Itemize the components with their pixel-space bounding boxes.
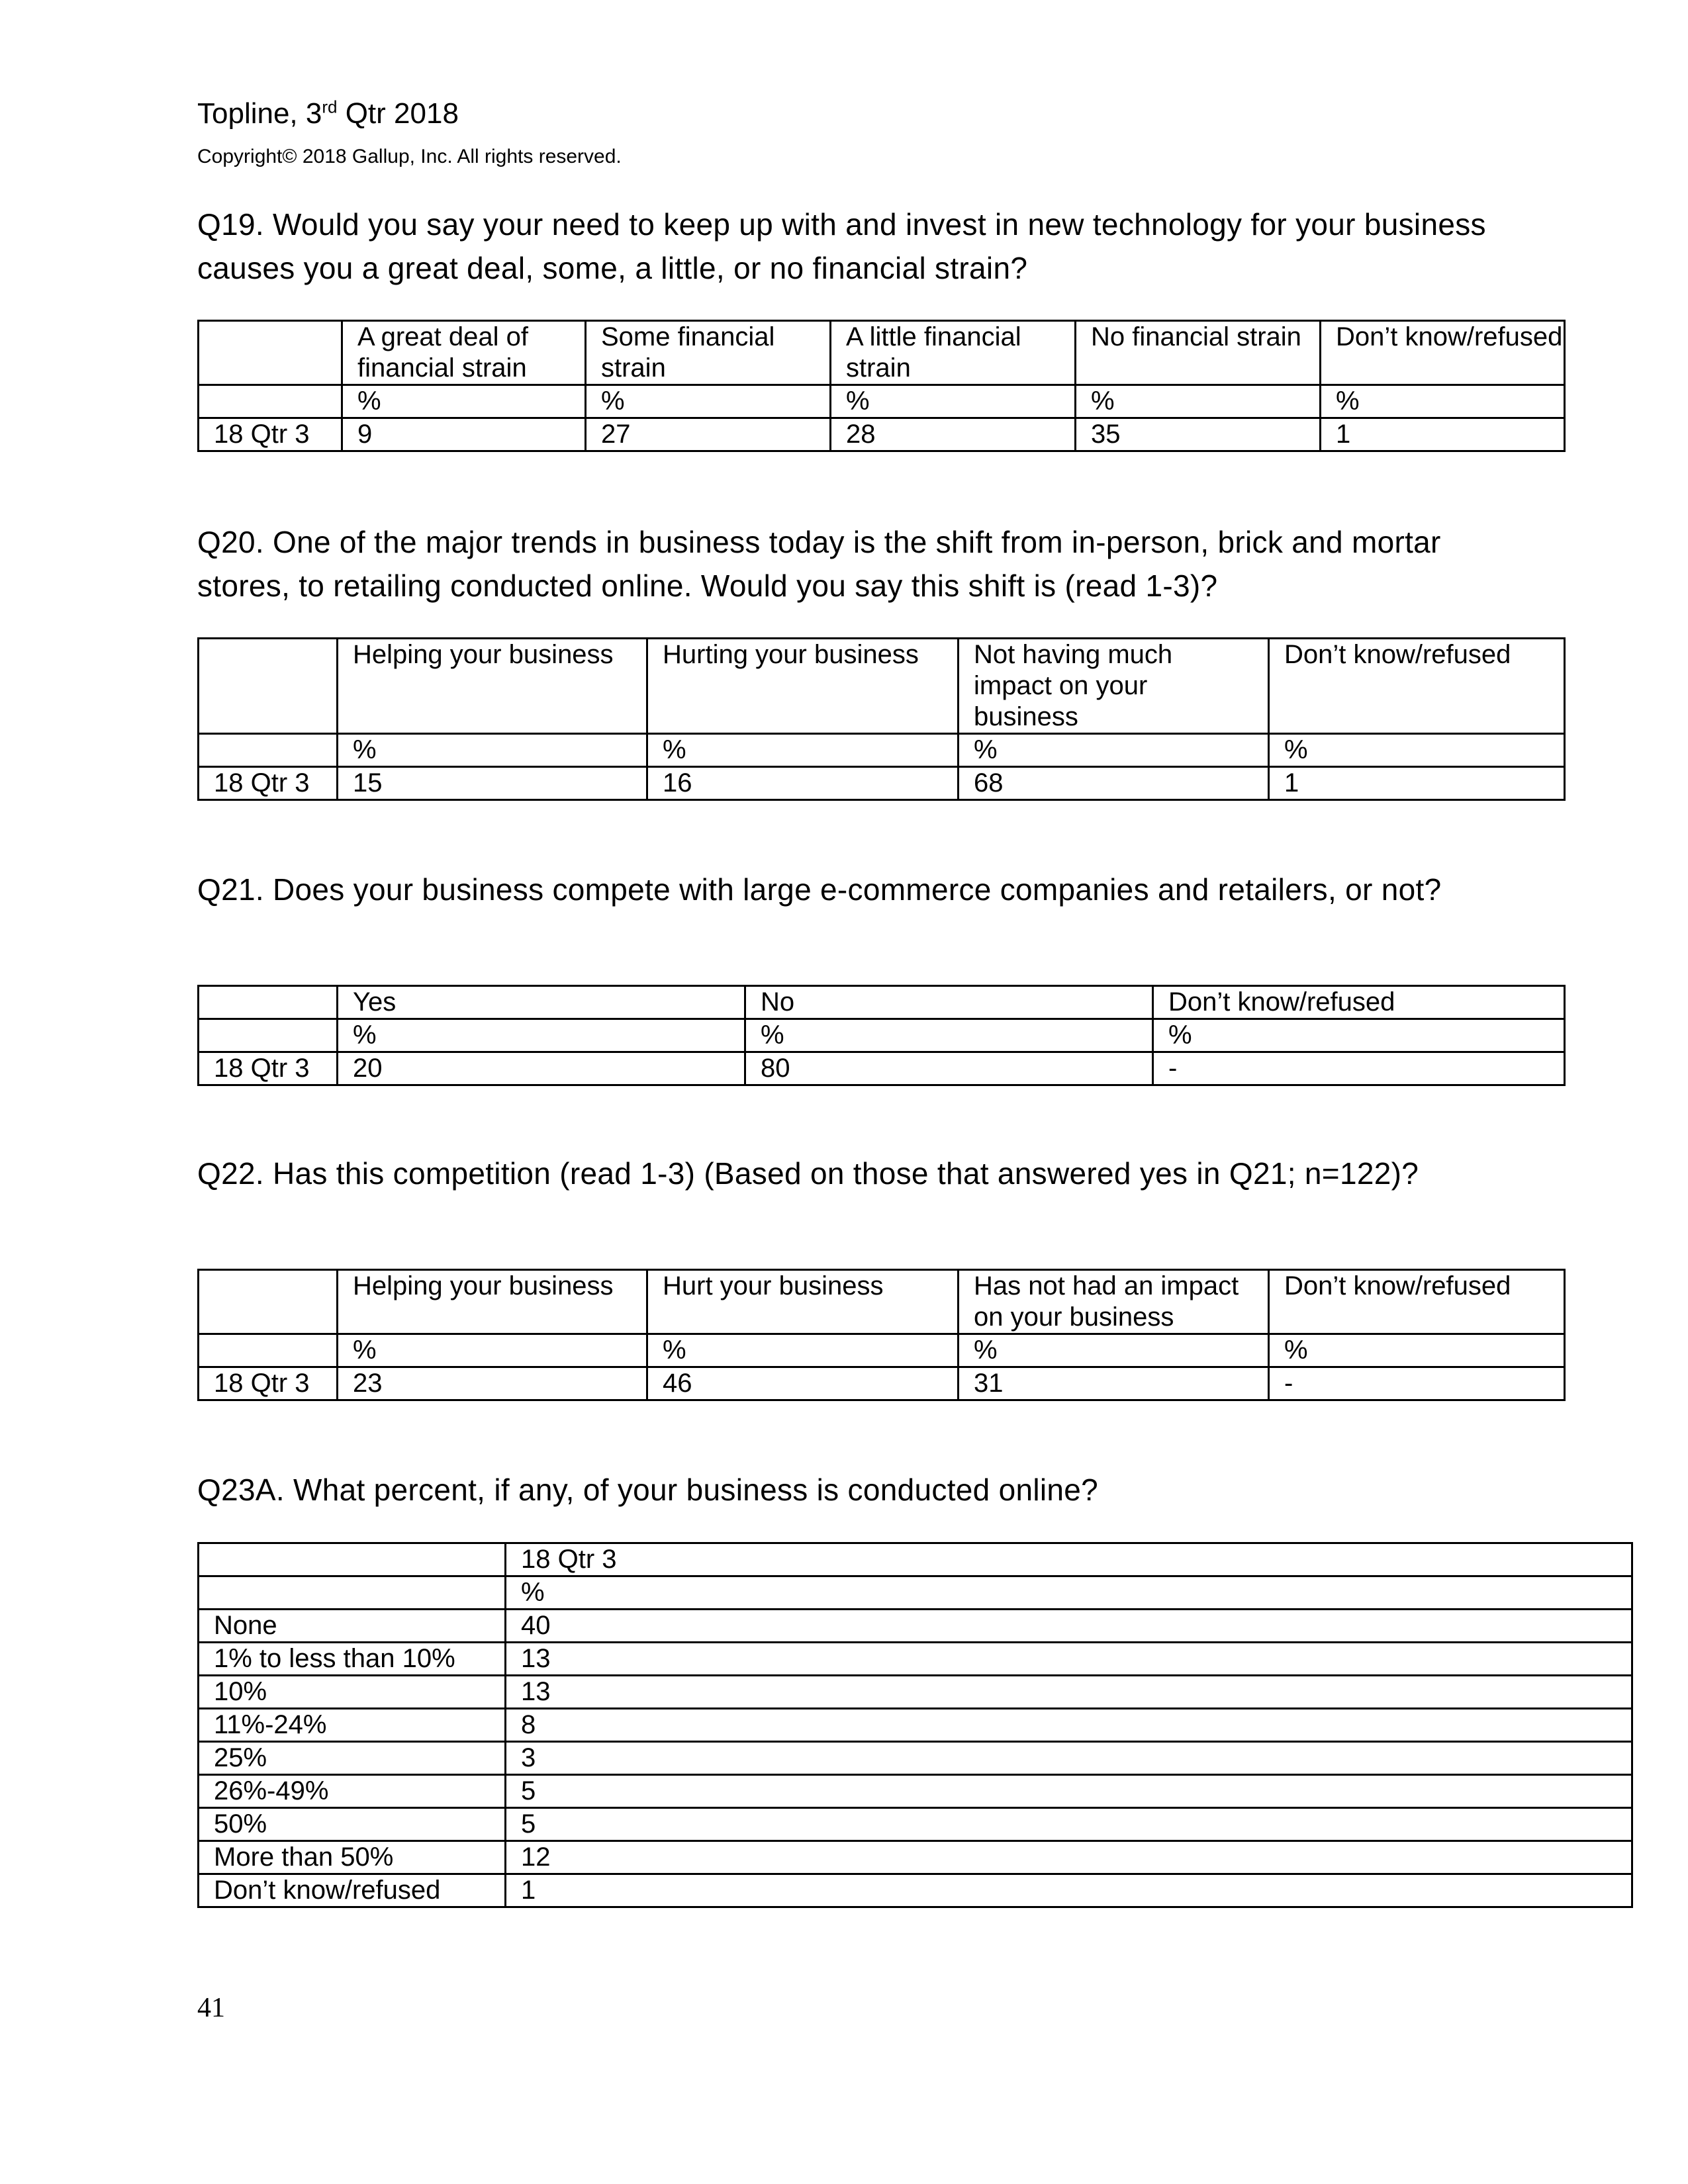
title-superscript: rd: [322, 97, 338, 117]
q19-question: Q19. Would you say your need to keep up with and invest in new technology for your business causes you a great deal, some, a little, or no financial strain?: [197, 207, 1486, 285]
table-cell: 5: [506, 1808, 1632, 1841]
table-row: [199, 767, 1565, 800]
table-header-cell: No financial strain: [1076, 321, 1321, 385]
table-cell: %: [959, 1334, 1269, 1367]
table-corner-cell: [199, 1270, 338, 1334]
table-header-cell: Hurting your business: [647, 639, 959, 734]
table-row: [199, 1643, 1632, 1676]
table-corner-cell: [199, 639, 338, 734]
table-cell: 1: [1269, 767, 1565, 800]
table-cell: 35: [1076, 418, 1321, 451]
table-cell: %: [647, 734, 959, 767]
table-cell: %: [1076, 385, 1321, 418]
table-cell: 27: [586, 418, 831, 451]
table-cell: %: [338, 1019, 745, 1052]
page-number: 41: [197, 1993, 225, 2023]
table-header-cell: Don’t know/refused: [1321, 321, 1565, 385]
table-header-cell: Has not had an impact on your business: [959, 1270, 1269, 1334]
table-cell: %: [831, 385, 1076, 418]
table-cell: 3: [506, 1742, 1632, 1775]
q22-table: [197, 1269, 1566, 1401]
table-header-row: [199, 1543, 1632, 1576]
table-header-cell: 18 Qtr 3: [506, 1543, 1632, 1576]
table-cell: 13: [506, 1676, 1632, 1709]
table-unit-row: [199, 1334, 1565, 1367]
table-cell: %: [586, 385, 831, 418]
table-row-label: 10%: [199, 1676, 506, 1709]
table-row-label: 18 Qtr 3: [199, 1367, 338, 1400]
table-row: [199, 1676, 1632, 1709]
table-cell: %: [338, 734, 647, 767]
table-cell: -: [1269, 1367, 1565, 1400]
table-cell: 23: [338, 1367, 647, 1400]
table-cell: [199, 385, 342, 418]
q23a-table: [197, 1542, 1633, 1908]
table-cell: [199, 1576, 506, 1610]
title-prefix: Topline, 3: [197, 97, 322, 130]
table-cell: 68: [959, 767, 1269, 800]
table-header-cell: Some financial strain: [586, 321, 831, 385]
table-cell: %: [1321, 385, 1565, 418]
table-unit-row: [199, 385, 1565, 418]
table-row: [199, 1841, 1632, 1874]
table-corner-cell: [199, 986, 338, 1019]
table-header-cell: No: [745, 986, 1153, 1019]
table-row: [199, 1709, 1632, 1742]
table-header-cell: Yes: [338, 986, 745, 1019]
table-row: [199, 1808, 1632, 1841]
table-row: [199, 1052, 1565, 1085]
table-cell: %: [1269, 734, 1565, 767]
table-cell: 9: [342, 418, 586, 451]
title-suffix: Qtr 2018: [337, 97, 459, 130]
table-row-label: 25%: [199, 1742, 506, 1775]
table-cell: 13: [506, 1643, 1632, 1676]
table-row-label: 18 Qtr 3: [199, 418, 342, 451]
q22-question: Q22. Has this competition (read 1-3) (Based on those that answered yes in Q21; n=122)?: [197, 1156, 1419, 1191]
table-cell: %: [959, 734, 1269, 767]
table-row-label: Don’t know/refused: [199, 1874, 506, 1907]
table-corner-cell: [199, 321, 342, 385]
table-row: [199, 1367, 1565, 1400]
q19-table: [197, 320, 1566, 452]
table-cell: -: [1153, 1052, 1565, 1085]
table-cell: 20: [338, 1052, 745, 1085]
table-header-row: [199, 321, 1565, 385]
table-header-row: [199, 639, 1565, 734]
table-cell: 15: [338, 767, 647, 800]
table-cell: 1: [506, 1874, 1632, 1907]
table-row: [199, 1742, 1632, 1775]
table-unit-row: [199, 734, 1565, 767]
table-row: [199, 1610, 1632, 1643]
table-cell: 12: [506, 1841, 1632, 1874]
table-header-cell: Don’t know/refused: [1269, 639, 1565, 734]
table-header-row: [199, 1270, 1565, 1334]
q23a-question: Q23A. What percent, if any, of your business is conducted online?: [197, 1473, 1099, 1507]
table-cell: [199, 734, 338, 767]
table-cell: %: [1269, 1334, 1565, 1367]
table-header-cell: Helping your business: [338, 639, 647, 734]
table-row-label: 18 Qtr 3: [199, 1052, 338, 1085]
table-row-label: 18 Qtr 3: [199, 767, 338, 800]
table-header-row: [199, 986, 1565, 1019]
table-row-label: 26%-49%: [199, 1775, 506, 1808]
q20-question: Q20. One of the major trends in business today is the shift from in-person, brick and mortar stores, to retailing conducted online. Would you say this shift is (read 1-3)?: [197, 525, 1441, 603]
table-row: [199, 1874, 1632, 1907]
table-cell: %: [342, 385, 586, 418]
q21-table: [197, 985, 1566, 1086]
table-cell: [199, 1019, 338, 1052]
table-cell: [199, 1334, 338, 1367]
table-corner-cell: [199, 1543, 506, 1576]
q20-table: [197, 637, 1566, 801]
table-cell: 5: [506, 1775, 1632, 1808]
table-row-label: More than 50%: [199, 1841, 506, 1874]
table-cell: 28: [831, 418, 1076, 451]
table-cell: %: [745, 1019, 1153, 1052]
table-header-cell: Helping your business: [338, 1270, 647, 1334]
table-row-label: None: [199, 1610, 506, 1643]
table-row-label: 11%-24%: [199, 1709, 506, 1742]
table-cell: 80: [745, 1052, 1153, 1085]
table-header-cell: A great deal of financial strain: [342, 321, 586, 385]
q21-question: Q21. Does your business compete with large e-commerce companies and retailers, or not?: [197, 872, 1442, 907]
table-unit-row: [199, 1576, 1632, 1610]
table-header-cell: Hurt your business: [647, 1270, 959, 1334]
table-cell: %: [338, 1334, 647, 1367]
document-title: [197, 98, 459, 130]
table-row: [199, 418, 1565, 451]
table-cell: %: [1153, 1019, 1565, 1052]
table-cell: 1: [1321, 418, 1565, 451]
table-cell: 40: [506, 1610, 1632, 1643]
table-cell: 46: [647, 1367, 959, 1400]
table-row-label: 1% to less than 10%: [199, 1643, 506, 1676]
table-cell: %: [647, 1334, 959, 1367]
table-header-cell: Don’t know/refused: [1269, 1270, 1565, 1334]
table-cell: 8: [506, 1709, 1632, 1742]
table-header-cell: Don’t know/refused: [1153, 986, 1565, 1019]
table-row-label: 50%: [199, 1808, 506, 1841]
table-cell: %: [506, 1576, 1632, 1610]
copyright-notice: Copyright© 2018 Gallup, Inc. All rights reserved.: [197, 146, 622, 167]
table-header-cell: Not having much impact on your business: [959, 639, 1269, 734]
table-row: [199, 1775, 1632, 1808]
table-unit-row: [199, 1019, 1565, 1052]
table-header-cell: A little financial strain: [831, 321, 1076, 385]
table-cell: 31: [959, 1367, 1269, 1400]
table-cell: 16: [647, 767, 959, 800]
